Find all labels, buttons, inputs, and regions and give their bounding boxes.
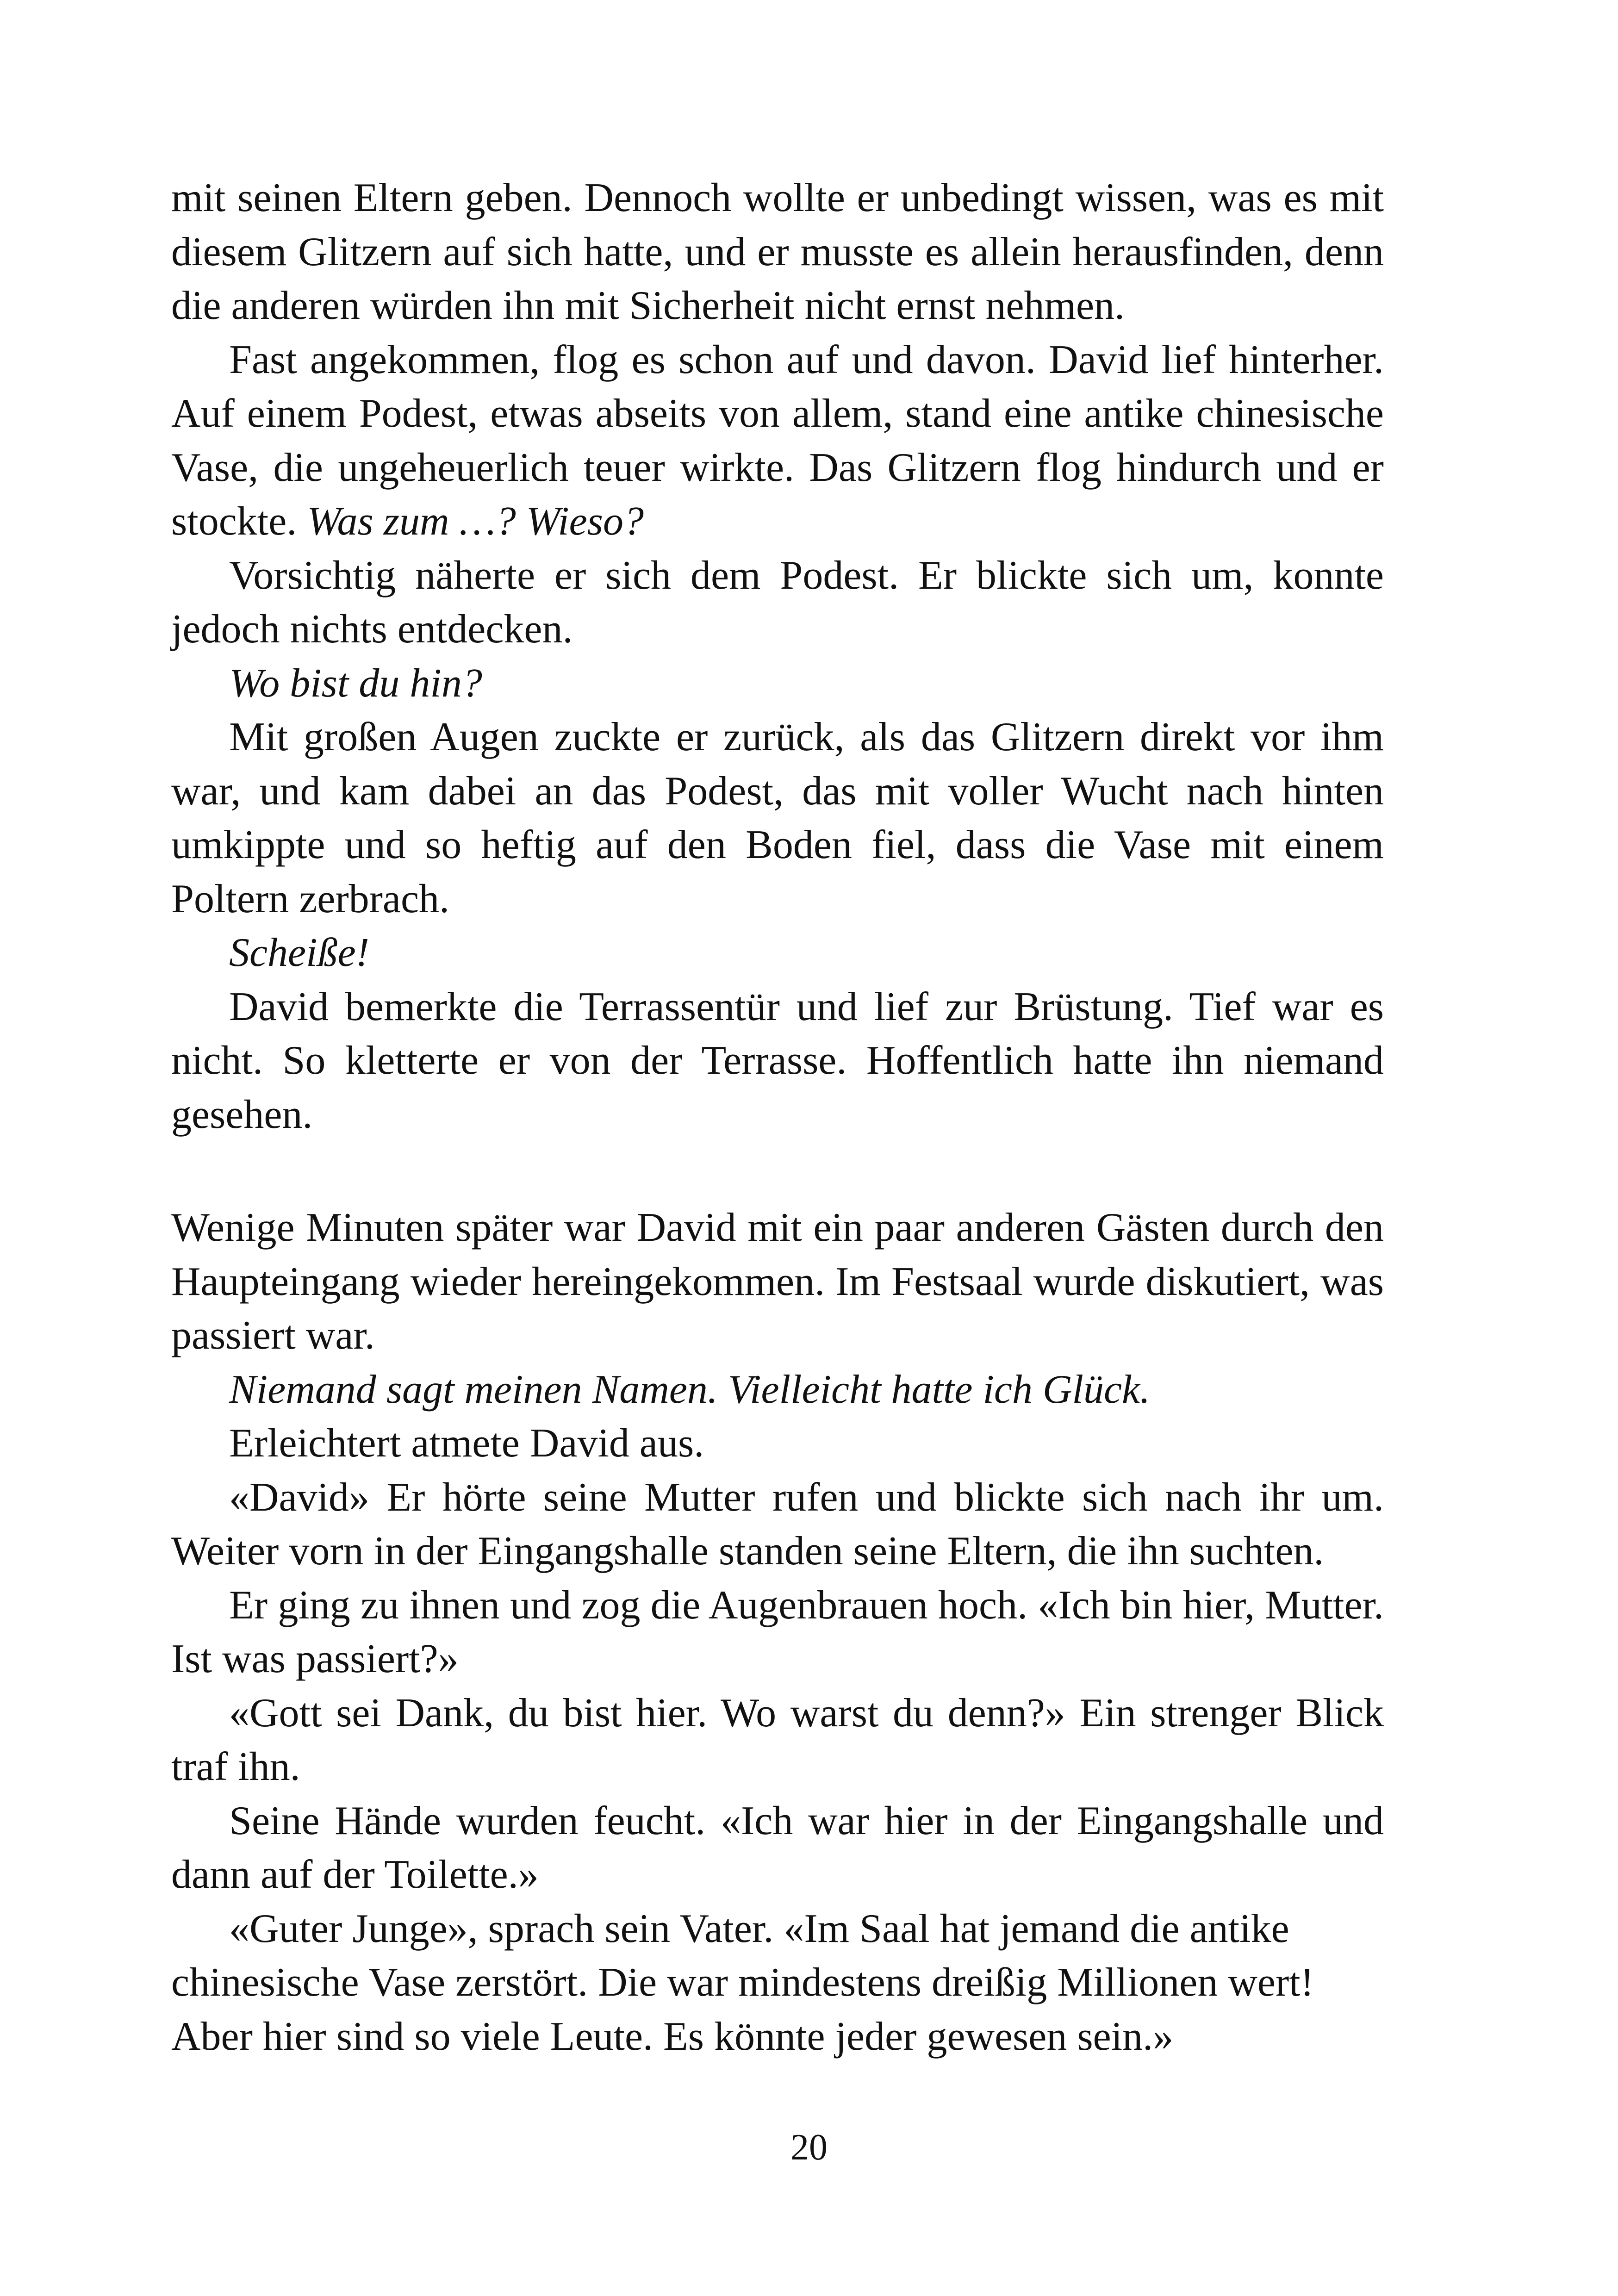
paragraph-text: Fast angekommen, flog es schon auf und davon. David lief hinterher. Auf einem Podest, etwas abseits von allem, stand eine antike chinesische Vase, die ungeheuerlich teuer wirkte. Das Glitzern flog hindurch und er stockte.: [171, 337, 1384, 544]
paragraph-relief: Erleichtert atmete David aus.: [229, 1421, 704, 1466]
page-number: 20: [790, 2127, 828, 2168]
paragraph-section-start: Wenige Minuten später war David mit ein paar anderen Gästen durch den Haupteingang wieder hereingekommen. Im Festsaal wurde diskutiert, was passiert war.: [171, 1205, 1384, 1358]
text-section-1: [171, 171, 1384, 1142]
paragraph-approach: Vorsichtig näherte er sich dem Podest. Er blickte sich um, konnte jedoch nichts entdecken.: [171, 553, 1384, 652]
inner-thought-exclaim: Scheiße!: [229, 930, 369, 975]
paragraph-david-answers: Er ging zu ihnen und zog die Augenbrauen hoch. «Ich bin hier, Mutter. Ist was passiert?»: [171, 1582, 1384, 1681]
paragraph-escape: David bemerkte die Terrassentür und lief zur Brüstung. Tief war es nicht. So kletterte er von der Terrasse. Hoffentlich hatte ihn niemand gesehen.: [171, 984, 1384, 1137]
inner-thought-luck: Niemand sagt meinen Namen. Vielleicht hatte ich Glück.: [229, 1367, 1151, 1412]
paragraph-glitter-flies: [171, 333, 1384, 549]
paragraph-sweaty-hands: Seine Hände wurden feucht. «Ich war hier in der Eingangshalle und dann auf der Toilette.»: [171, 1798, 1384, 1897]
paragraph-vase-breaks: Mit großen Augen zuckte er zurück, als das Glitzern direkt vor ihm war, und kam dabei an das Podest, das mit voller Wucht nach hinten umkippte und so heftig auf den Boden fiel, dass die Vase mit einem Poltern zerbrach.: [171, 715, 1384, 921]
paragraph-continuation: mit seinen Eltern geben. Dennoch wollte er unbedingt wissen, was es mit diesem Glitzern auf sich hatte, und er musste es allein herausfinden, denn die anderen würden ihn mit Sicherheit nicht ernst nehmen.: [171, 175, 1384, 328]
inner-thought-where: Wo bist du hin?: [229, 660, 482, 706]
paragraph-father-speaks: «Guter Junge», sprach sein Vater. «Im Saal hat jemand die antike chinesische Vase zerstört. Die war mindestens dreißig Millionen wert! Aber hier sind so viele Leute. Es könnte jeder gewesen sein.»: [171, 1906, 1314, 2059]
text-section-2: [171, 1201, 1384, 2064]
paragraph-strict-look: «Gott sei Dank, du bist hier. Wo warst du denn?» Ein strenger Blick traf ihn.: [171, 1690, 1384, 1789]
inner-thought: Was zum …? Wieso?: [307, 499, 644, 544]
paragraph-mother-calls: «David» Er hörte seine Mutter rufen und blickte sich nach ihr um. Weiter vorn in der Eingangshalle standen seine Eltern, die ihn suchten.: [171, 1475, 1384, 1574]
